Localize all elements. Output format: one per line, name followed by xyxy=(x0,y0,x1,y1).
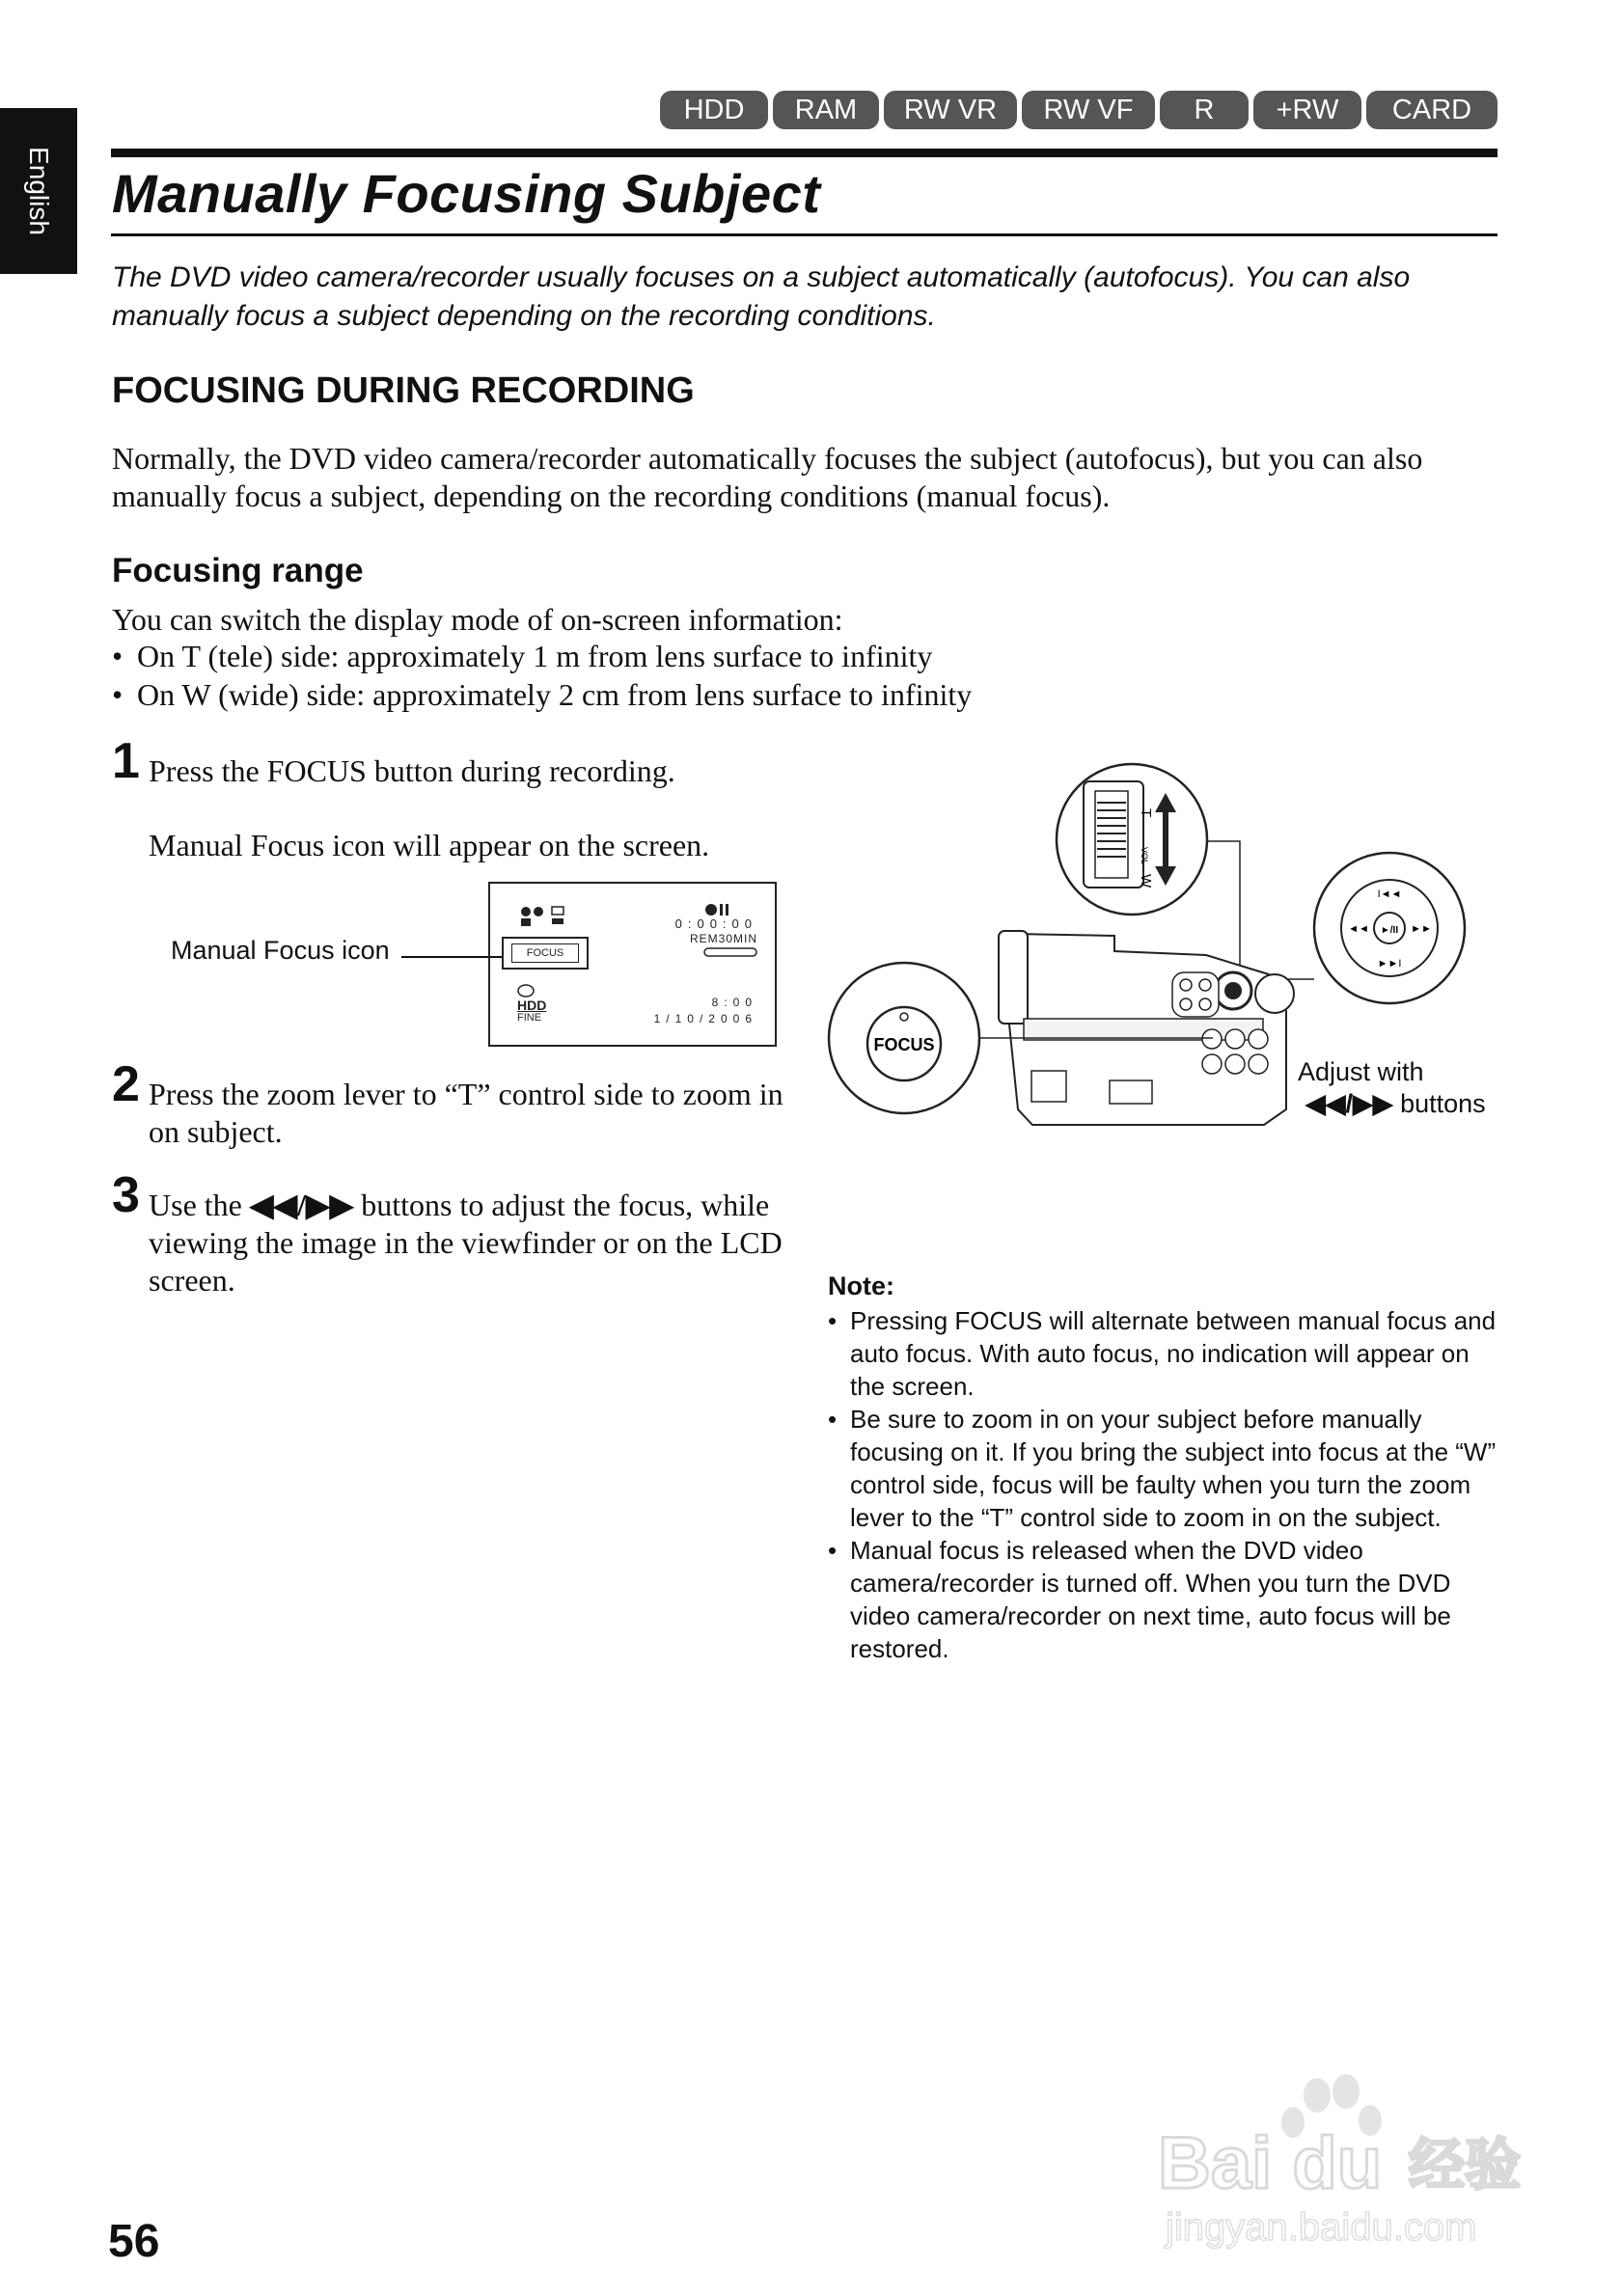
camera-body xyxy=(999,931,1294,1125)
media-tag-card: CARD xyxy=(1366,91,1497,129)
step-text: Press the FOCUS button during recording. xyxy=(149,753,675,788)
rewind-icon: ◄◄ xyxy=(1348,923,1369,935)
manual-focus-callout: Manual Focus icon xyxy=(171,936,390,965)
adjust-label-buttons: buttons xyxy=(1392,1089,1486,1118)
skip-forward-icon: ►►I xyxy=(1377,958,1402,970)
media-tag-rw-vr: RW VR xyxy=(884,91,1017,129)
media-tag-rw-vf: RW VF xyxy=(1022,91,1155,129)
pause-indicator-icon xyxy=(704,903,733,916)
adjust-label-line2 xyxy=(1298,1088,1486,1120)
control-pad-inset xyxy=(1314,853,1465,1003)
section-paragraph: Normally, the DVD video camera/recorder automatically focuses the subject (autofocus), but you can also manually focus a subject, depending on the recording conditions (manual focus). xyxy=(112,441,1423,513)
step-text: Press the zoom lever to “T” control side to zoom in on subject. xyxy=(149,1077,783,1149)
adjust-label xyxy=(1298,1056,1486,1120)
fast-forward-icon: ►► xyxy=(1411,923,1432,935)
note-list xyxy=(828,1304,1503,1665)
lcd-timecode: 0:00:00 xyxy=(674,916,757,931)
step-number: 1 xyxy=(112,733,140,789)
media-tag-r: R xyxy=(1160,91,1249,129)
zoom-vol-label: VOL xyxy=(1140,847,1149,865)
disc-icon xyxy=(517,984,535,998)
lcd-remaining: REM30MIN xyxy=(689,932,757,945)
step-text xyxy=(149,1187,814,1299)
focusing-range-intro: You can switch the display mode of on-screen information: xyxy=(112,602,843,637)
focus-button-label: FOCUS xyxy=(873,1035,935,1054)
focusing-range-heading: Focusing range xyxy=(112,552,364,589)
list-item: • On W (wide) side: approximately 2 cm from lens surface to infinity xyxy=(112,675,972,714)
step-3 xyxy=(112,1167,814,1299)
rewind-forward-symbol: ◀◀/▶▶ xyxy=(249,1188,354,1222)
remaining-bar-icon xyxy=(703,947,757,957)
step-text-before: Use the xyxy=(149,1188,250,1222)
list-item: • Pressing FOCUS will alternate between manual focus and auto focus. With auto focus, no indication will appear on the screen. xyxy=(828,1304,1503,1403)
media-tag-plus-rw: +RW xyxy=(1253,91,1361,129)
page-title: Manually Focusing Subject xyxy=(112,163,821,224)
media-tag-ram: RAM xyxy=(773,91,879,129)
recording-indicator-icons xyxy=(519,905,577,932)
skip-back-icon: I◄◄ xyxy=(1377,888,1402,900)
media-tag-hdd: HDD xyxy=(660,91,768,129)
focus-button-inset xyxy=(829,963,979,1113)
step-number: 2 xyxy=(112,1056,140,1112)
watermark-url: jingyan.baidu.com xyxy=(1166,2206,1477,2249)
step-2 xyxy=(112,1056,814,1151)
list-item: • On T (tele) side: approximately 1 m from lens surface to infinity xyxy=(112,637,972,675)
intro-paragraph: The DVD video camera/recorder usually focuses on a subject automatically (autofocus). You can also manually focus a subject depending on the recording conditions. xyxy=(112,261,1411,332)
adjust-label-line1: Adjust with xyxy=(1298,1057,1424,1086)
note-title: Note: xyxy=(828,1271,894,1300)
baidu-watermark xyxy=(1148,2064,1573,2257)
language-side-tab xyxy=(0,108,77,274)
manual-focus-icon-box xyxy=(502,937,589,970)
step-1-subtext: Manual Focus icon will appear on the screen. xyxy=(149,828,710,862)
watermark-brand: Bai du xyxy=(1158,2122,1383,2204)
zoom-t-label: T xyxy=(1138,808,1154,818)
page-number: 56 xyxy=(108,2216,160,2267)
title-top-rule xyxy=(111,149,1497,157)
zoom-lever-inset xyxy=(1057,764,1207,915)
lcd-quality: FINE xyxy=(517,1012,542,1024)
section-heading: FOCUSING DURING RECORDING xyxy=(112,370,695,411)
lcd-media: HDD xyxy=(517,998,547,1013)
focusing-range-list xyxy=(112,637,972,714)
play-pause-icon: ►/II xyxy=(1380,925,1399,936)
lcd-screen-figure xyxy=(488,882,777,1047)
lcd-time: 8:00 xyxy=(711,996,757,1009)
manual-focus-icon: FOCUS xyxy=(511,943,579,963)
media-tags xyxy=(660,91,1497,129)
watermark-product: 经验 xyxy=(1409,2132,1522,2198)
zoom-w-label: W xyxy=(1138,874,1154,888)
step-number: 3 xyxy=(112,1167,140,1223)
step-text-after: buttons to adjust the focus, while viewing the image in the viewfinder or on the LCD screen. xyxy=(149,1188,783,1298)
language-label: English xyxy=(24,147,54,235)
title-underline xyxy=(111,233,1497,236)
lcd-date: 1/10/2006 xyxy=(653,1012,757,1025)
adjust-symbol: ◀◀/▶▶ xyxy=(1305,1089,1393,1118)
step-1 xyxy=(112,733,814,790)
list-item: • Manual focus is released when the DVD video camera/recorder is turned off. When you turn the DVD video camera/recorder on next time, auto focus will be restored. xyxy=(828,1534,1503,1665)
list-item: • Be sure to zoom in on your subject before manually focusing on it. If you bring the subject into focus at the “W” control side, focus will be faulty when you turn the zoom lever to the “T” control side to zoom in on the subject. xyxy=(828,1403,1503,1534)
